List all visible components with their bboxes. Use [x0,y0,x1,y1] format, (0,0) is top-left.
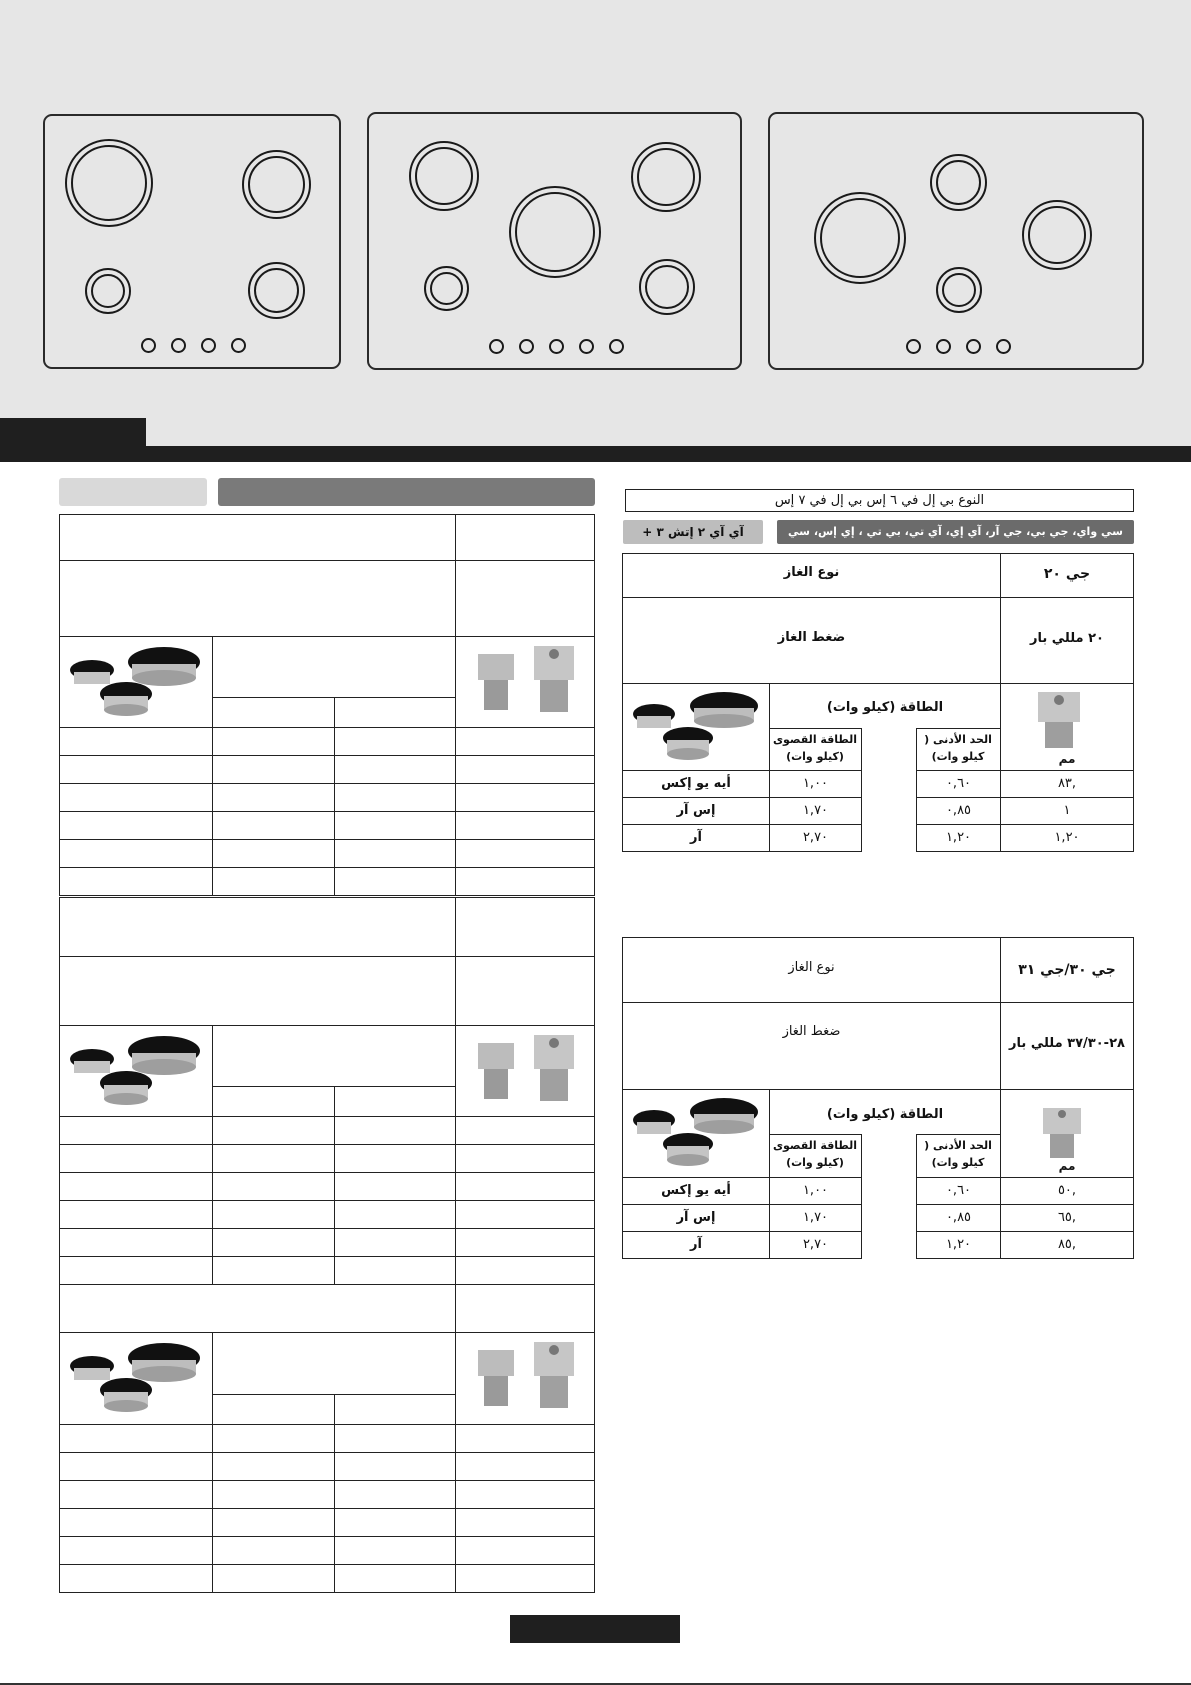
cell [212,1172,335,1201]
burner-ring [65,139,153,227]
burner-caps-image [64,640,208,724]
cell [334,1394,456,1425]
left-header-pill-light [59,478,207,506]
countries-badge: سي واي، جي بي، جي آر، آي إي، آي تي، بي تي ، إي إس، سي [777,520,1134,544]
cell [455,1228,595,1257]
cell [59,1424,213,1453]
cell [59,727,213,756]
pressure-value: ٢٠ مللي بار [1030,631,1104,646]
cell [59,1564,213,1593]
cell [59,1144,213,1173]
burner-name: أيه يو إكس [661,1183,731,1198]
burner-ring [242,150,311,219]
cell [212,755,335,784]
cell [455,1564,595,1593]
cell [212,1564,335,1593]
max-power-value: ٢,٧٠ [802,1237,829,1252]
cell [455,1424,595,1453]
cell [455,1536,595,1565]
cell [455,514,595,561]
cell [59,839,213,868]
burner-caps-image [628,1092,766,1174]
cell [334,1564,456,1593]
burner-ring [509,186,601,278]
injector-mm-value: ١,٢٠ [1054,830,1080,845]
cell [455,560,595,637]
gas-type-label: نوع الغاز [783,565,840,580]
hob-four-burner [43,114,341,369]
knob [519,339,534,354]
cell [212,1144,335,1173]
cell [455,1116,595,1145]
cell [622,1002,1001,1090]
left-header-pill-dark [218,478,595,506]
cell [334,1424,456,1453]
cell [334,839,456,868]
gas-type-value: جي ٣٠/جي ٣١ [1018,962,1116,978]
min-power-value: ٠,٨٥ [945,803,972,818]
cell [455,811,595,840]
cell [212,1480,335,1509]
cell [59,897,456,957]
header-divider-bar [0,446,1191,462]
burner-name: أيه يو إكس [661,776,731,791]
cell [334,755,456,784]
power-label: الطاقة (كيلو وات) [826,700,944,715]
cell [59,956,456,1026]
cell [59,1256,213,1285]
burner-ring [930,154,987,211]
max-power-label: الطاقة القصوى (كيلو وات) [772,733,858,763]
max-power-value: ١,٠٠ [802,1183,829,1198]
injector-mm-value: ,٦٥ [1057,1210,1077,1225]
nozzle-image [468,640,586,724]
cell [212,1332,456,1395]
cell [212,811,335,840]
injector-mm-value: ,٥٠ [1057,1183,1077,1198]
cell [455,1508,595,1537]
burner-ring [631,142,701,212]
min-power-label: الحد الأدنى ( كيلو وات) [924,1139,992,1169]
injector-mm-value: ١ [1063,803,1071,818]
burner-name: آر [690,1237,702,1252]
cell [212,1086,335,1117]
cell [334,811,456,840]
knob [549,339,564,354]
cell [59,811,213,840]
cell [334,1172,456,1201]
max-power-label: الطاقة القصوى (كيلو وات) [772,1139,858,1169]
burner-caps-image [64,1029,208,1113]
knob [231,338,246,353]
gas-type-value: جي ٢٠ [1043,566,1091,582]
cell [59,560,456,637]
cell [455,897,595,957]
cell [212,783,335,812]
knob [609,339,624,354]
hob-four-burner-wok [768,112,1144,370]
min-power-label: الحد الأدنى ( كيلو وات) [924,733,992,763]
min-power-value: ٠,٦٠ [945,776,972,791]
cell [59,1284,456,1333]
burner-ring [409,141,479,211]
knob [936,339,951,354]
nozzle-image [1032,688,1086,750]
nozzle-image [468,1336,586,1420]
cell [455,727,595,756]
cell [455,867,595,896]
burner-ring [639,259,695,315]
min-power-value: ١,٢٠ [945,1237,972,1252]
cell [455,1172,595,1201]
cell [59,867,213,896]
footer-page-bar [510,1615,680,1643]
min-power-value: ٠,٦٠ [945,1183,972,1198]
injector-mm-value: ,٨٣ [1057,776,1077,791]
cell [334,1144,456,1173]
cell [455,1480,595,1509]
max-power-value: ١,٠٠ [802,776,829,791]
cell [212,636,456,698]
type-title: النوع بي إل في ٦ إس بي إل في ٧ إس [774,493,985,508]
cell [212,1536,335,1565]
cell [59,514,456,561]
cell [212,839,335,868]
knob [141,338,156,353]
injector-mm-value: ,٨٥ [1057,1237,1077,1252]
burner-name: آر [690,830,702,845]
burner-ring [936,267,982,313]
cell [59,755,213,784]
cell [455,1256,595,1285]
burner-caps-image [628,686,766,768]
cell [212,1394,335,1425]
cell [212,1452,335,1481]
cell [334,697,456,728]
knob [489,339,504,354]
cell [59,783,213,812]
knob [966,339,981,354]
knob [201,338,216,353]
cell [861,728,917,771]
cell [334,1480,456,1509]
cell [334,867,456,896]
burner-ring [85,268,131,314]
cell [212,1200,335,1229]
cell [861,1134,917,1178]
cell [212,1116,335,1145]
cell [334,1086,456,1117]
cell [334,1228,456,1257]
mm-label: مم [1058,1159,1076,1173]
cell [212,1424,335,1453]
knob [171,338,186,353]
max-power-value: ١,٧٠ [802,803,829,818]
burner-ring [424,266,469,311]
cell [59,1116,213,1145]
knob [579,339,594,354]
cell [59,1480,213,1509]
cell [59,1536,213,1565]
cell [212,727,335,756]
cell [59,1200,213,1229]
nozzle-image [468,1029,586,1113]
hob-five-burner [367,112,742,370]
cell [212,1228,335,1257]
burner-ring [1022,200,1092,270]
cell [334,1536,456,1565]
hob-illustration-panel [0,0,1191,448]
cell [212,697,335,728]
burner-caps-image [64,1336,208,1420]
nozzle-image [1038,1104,1086,1160]
cell [455,755,595,784]
min-power-value: ٠,٨٥ [945,1210,972,1225]
cell [455,839,595,868]
cell [334,1452,456,1481]
page-tab [0,418,146,448]
cell [334,783,456,812]
cell [334,1200,456,1229]
cell [334,1256,456,1285]
burner-ring [814,192,906,284]
cell [455,1452,595,1481]
category-badge: آي آي ٢ إتش ٣ + [623,520,763,544]
cell [212,867,335,896]
cell [212,1025,456,1087]
cell [59,1228,213,1257]
max-power-value: ١,٧٠ [802,1210,829,1225]
cell [59,1508,213,1537]
gas-type-label: نوع الغاز [788,960,835,975]
mm-label: مم [1058,752,1076,766]
cell [334,1116,456,1145]
pressure-value: ٢٨-٣٧/٣٠ مللي بار [1009,1036,1125,1051]
cell [212,1256,335,1285]
knob [996,339,1011,354]
pressure-label: ضغط الغاز [777,630,846,645]
cell [455,1284,595,1333]
cell [212,1508,335,1537]
max-power-value: ٢,٧٠ [802,830,829,845]
burner-name: إس آر [676,1210,716,1225]
knob [906,339,921,354]
burner-name: إس آر [676,803,716,818]
min-power-value: ١,٢٠ [945,830,972,845]
cell [334,1508,456,1537]
cell [455,1144,595,1173]
pressure-label: ضغط الغاز [782,1024,841,1039]
cell [455,783,595,812]
cell [334,727,456,756]
power-label: الطاقة (كيلو وات) [826,1107,944,1122]
cell [455,1200,595,1229]
cell [59,1172,213,1201]
cell [455,956,595,1026]
cell [59,1452,213,1481]
burner-ring [248,262,305,319]
